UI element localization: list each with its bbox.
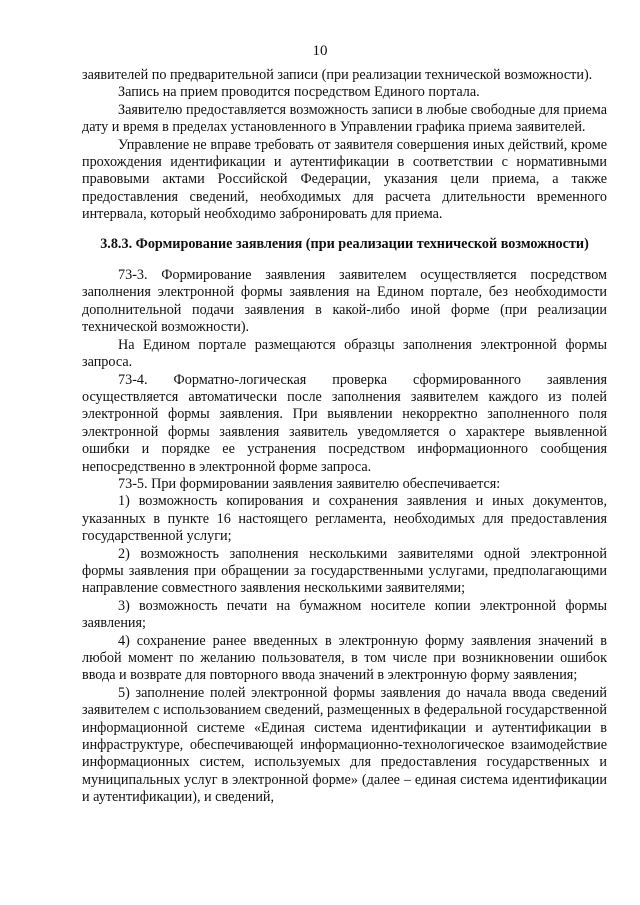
list-item: 2) возможность заполнения несколькими заявителями одной электронной формы заявления при обращении за государственными услугами, предполагающими направление совместного заявления несколькими заявителями; [82,545,607,597]
list-item: 4) сохранение ранее введенных в электронную форму заявления значений в любой момент по желанию пользователя, в том числе при возникновении ошибок ввода и возврате для повторного ввода значений в электронную форму заявления; [82,632,607,684]
list-item: 1) возможность копирования и сохранения заявления и иных документов, указанных в пункте 16 настоящего регламента, необходимых для предоставления государственной услуги; [82,493,607,545]
paragraph: 73-3. Формирование заявления заявителем осуществляется посредством заполнения электронной формы заявления на Едином портале, без необходимости дополнительной подачи заявления в какой-либо иной форме (при реализации технической возможности). [82,267,607,336]
page-content [82,67,607,807]
paragraph: Заявителю предоставляется возможность записи в любые свободные для приема дату и время в пределах установленного в Управлении графика приема заявителей. [82,101,607,136]
paragraph: На Едином портале размещаются образцы заполнения электронной формы запроса. [82,336,607,371]
paragraph: 73-4. Форматно-логическая проверка сформированного заявления осуществляется автоматически после заполнения заявителем каждого из полей электронной формы заявления. При выявлении некорректно заполненного поля электронной формы заявления заявитель уведомляется о характере выявленной ошибки и порядке ее устранения посредством информационного сообщения непосредственно в электронной форме запроса. [82,371,607,475]
paragraph: Управление не вправе требовать от заявителя совершения иных действий, кроме прохождения идентификации и аутентификации в соответствии с нормативными правовыми актами Российской Федерации, указания цели приема, а также предоставления сведений, необходимых для расчета длительности временного интервала, который необходимо забронировать для приема. [82,136,607,223]
paragraph: 73-5. При формировании заявления заявителю обеспечивается: [118,475,501,492]
list-item: 5) заполнение полей электронной формы заявления до начала ввода сведений заявителем с использованием сведений, размещенных в федеральной государственной информационной системе «Единая система идентификации и аутентификации в инфраструктуре, обеспечивающей информационно-технологическое взаимодействие информационных систем, используемых для предоставления государственных и муниципальных услуг в электронной форме» (далее – единая система идентификации и аутентификации), и сведений, [82,684,607,806]
paragraph: Запись на прием проводится посредством Единого портала. [118,84,480,101]
list-item: 3) возможность печати на бумажном носителе копии электронной формы заявления; [82,597,607,632]
paragraph: заявителей по предварительной записи (при реализации технической возможности). [82,67,593,83]
section-heading: 3.8.3. Формирование заявления (при реализации технической возможности) [100,235,589,252]
page-number: 10 [312,43,328,59]
